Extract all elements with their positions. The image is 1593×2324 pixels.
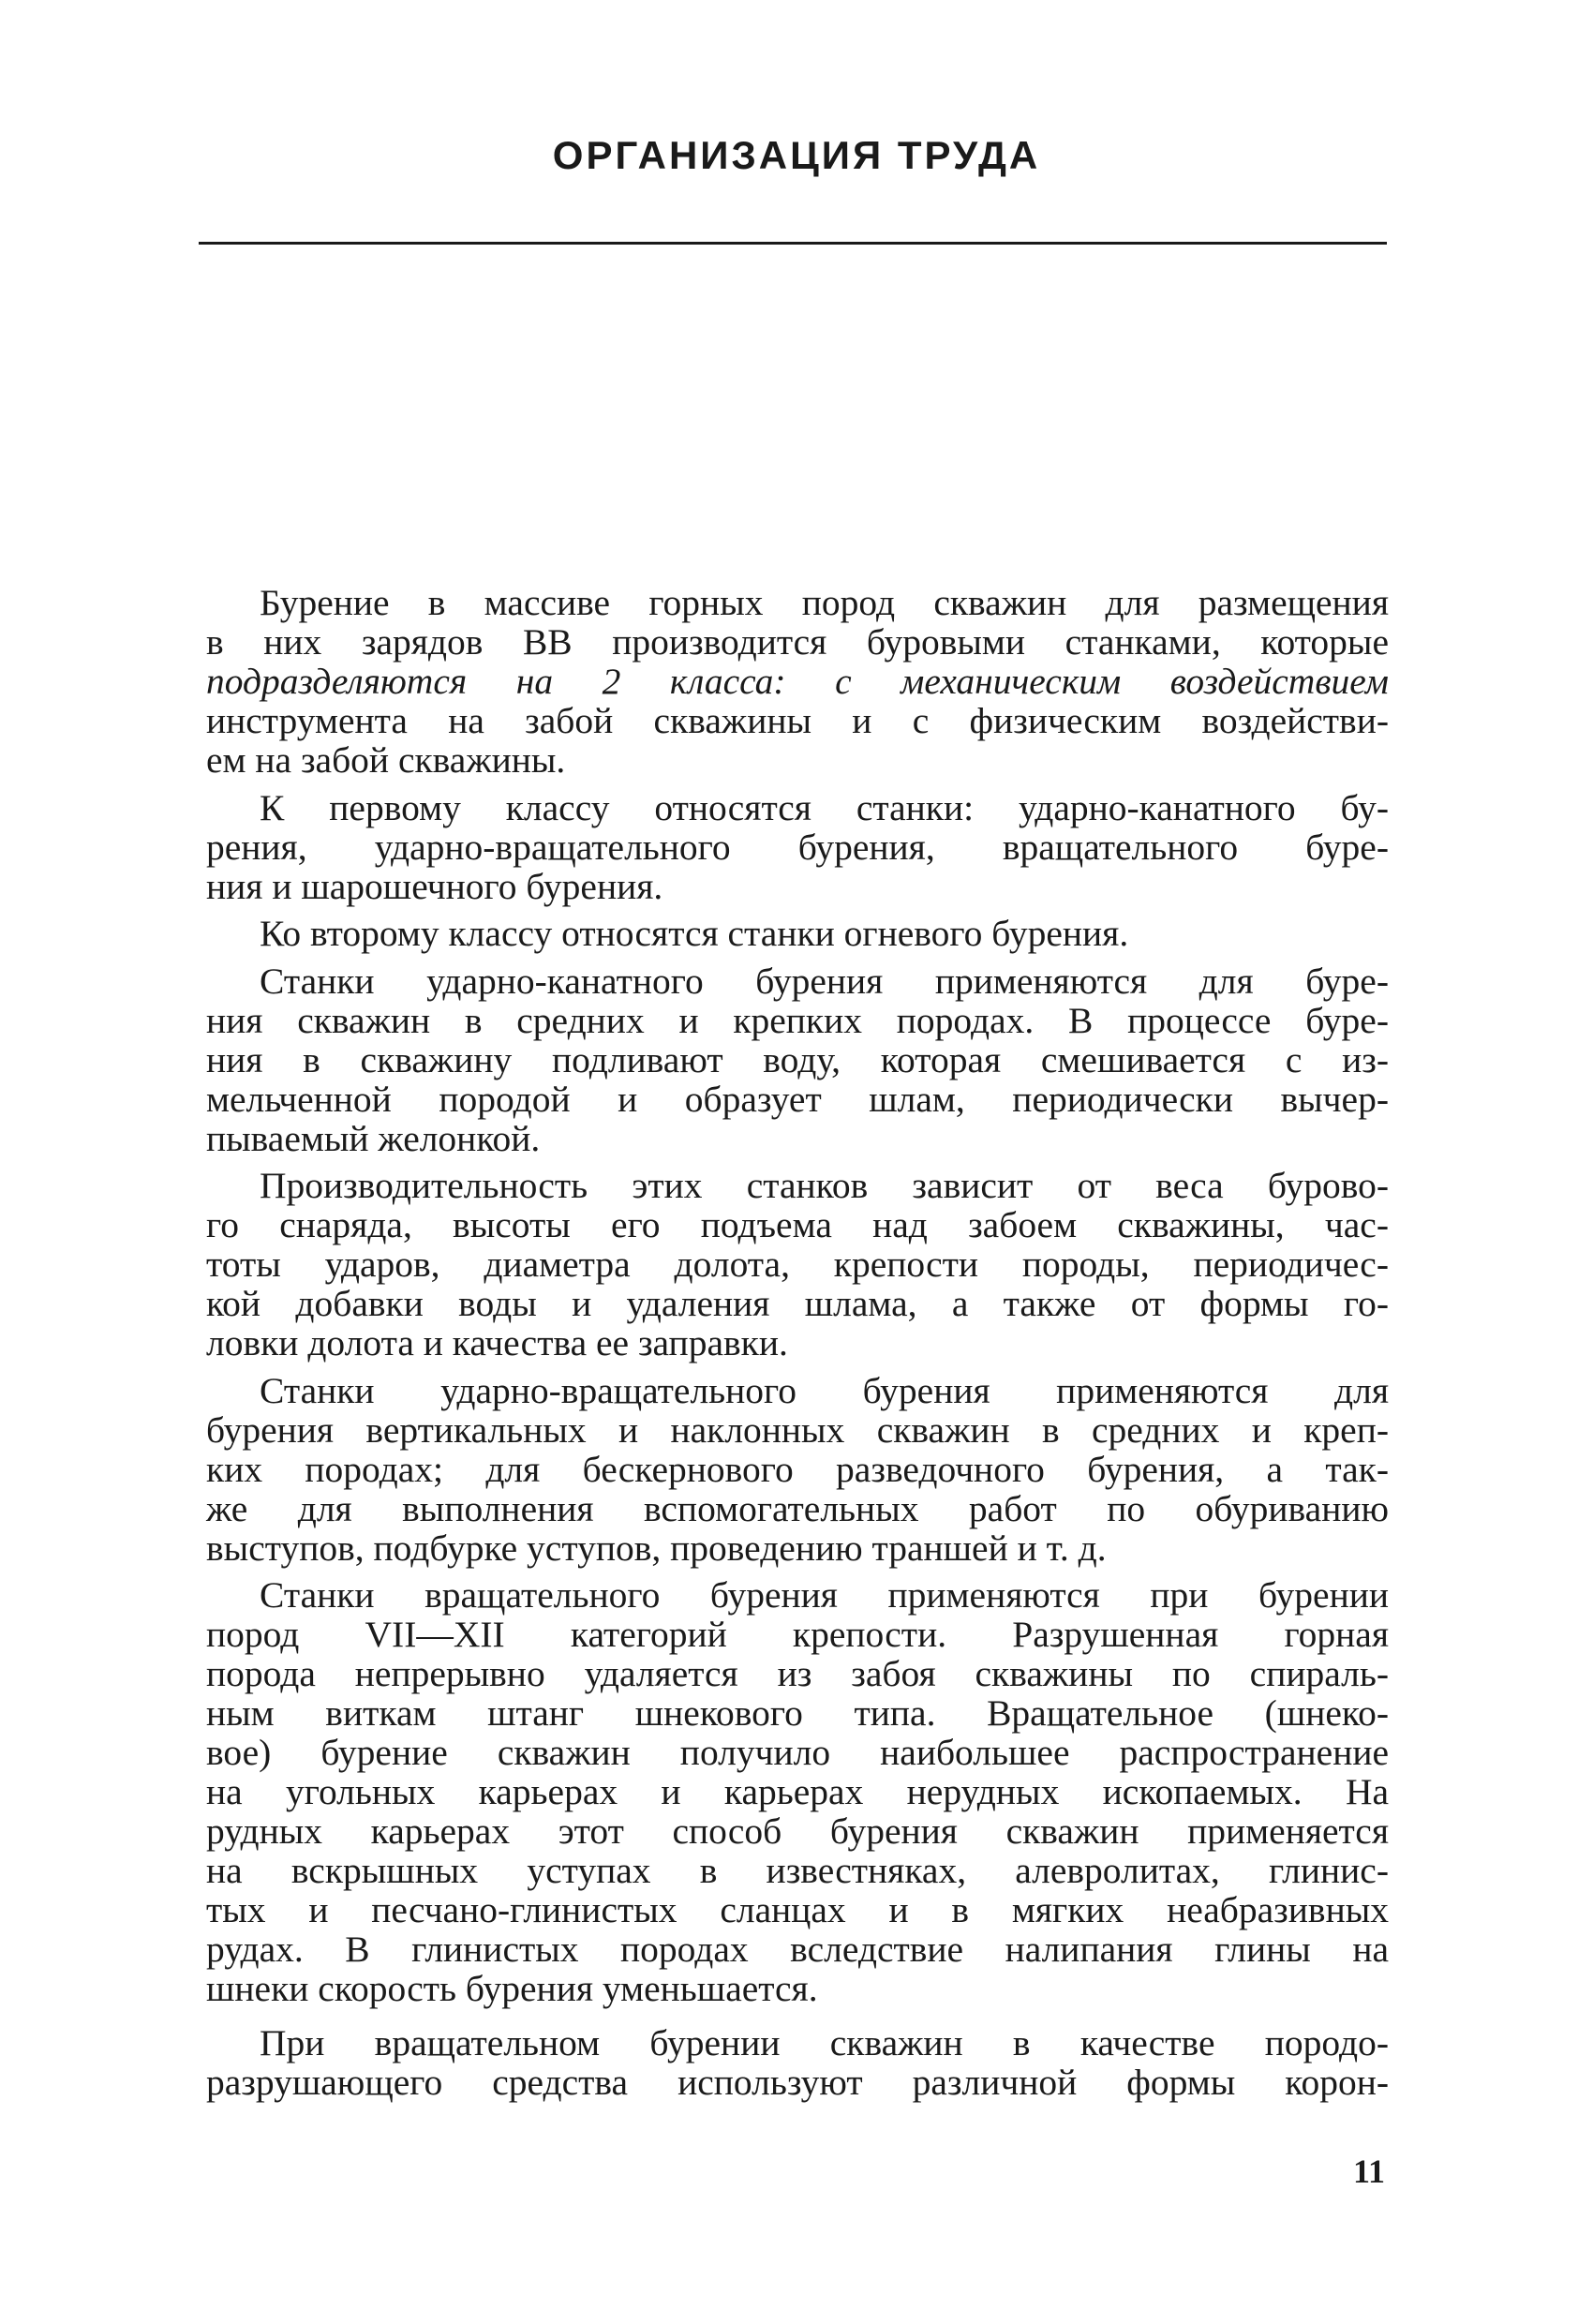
text-line: го снаряда, высоты его подъема над забоем скважины, час- <box>206 1204 1389 1245</box>
text-line: ным виткам штанг шнекового типа. Вращательное (шнеко- <box>206 1692 1389 1734</box>
text-line: Станки вращательного бурения применяются при бурении <box>260 1574 1389 1616</box>
text-line: на угольных карьерах и карьерах нерудных ископаемых. На <box>206 1771 1389 1812</box>
text-line: Станки ударно-вращательного бурения применяются для <box>260 1369 1389 1411</box>
text-line: кой добавки воды и удаления шлама, а также от формы го- <box>206 1283 1389 1324</box>
text-line: пород VII—XII категорий крепости. Разрушенная горная <box>206 1614 1389 1655</box>
text-line: тых и песчано-глинистых сланцах и в мягких неабразивных <box>206 1889 1389 1930</box>
text-line: на вскрышных уступах в известняках, алевролитах, глинис- <box>206 1850 1389 1891</box>
paragraph-1 <box>206 583 1389 780</box>
text-line: мельченной породой и образует шлам, периодически вычер- <box>206 1078 1389 1120</box>
text-line: в них зарядов ВВ производится буровыми станками, которые <box>206 621 1389 663</box>
paragraph-8 <box>206 2023 1389 2102</box>
text-line: вое) бурение скважин получило наибольшее распространение <box>206 1732 1389 1773</box>
page-number: 11 <box>1352 2153 1385 2190</box>
paragraph-5 <box>206 1166 1389 1363</box>
text-line: порода непрерывно удаляется из забоя скважины по спираль- <box>206 1653 1389 1694</box>
text-line: При вращательном бурении скважин в качестве породо- <box>260 2022 1389 2063</box>
text-line: К первому классу относятся станки: ударно-канатного бу- <box>260 786 1389 828</box>
paragraph-7 <box>206 1575 1389 2008</box>
text-line: ния скважин в средних и крепких породах. В процессе буре- <box>206 999 1389 1041</box>
paragraph-2 <box>206 788 1389 906</box>
text-line: Ко второму классу относятся станки огневого бурения. <box>260 913 1129 954</box>
text-line: выступов, подбурке уступов, проведению траншей и т. д. <box>206 1527 1107 1569</box>
text-line: ния в скважину подливают воду, которая смешивается с из- <box>206 1038 1389 1080</box>
text-line: пываемый желонкой. <box>206 1117 541 1159</box>
paragraph-4 <box>206 961 1389 1158</box>
title-divider <box>199 242 1387 245</box>
text-line: ния и шарошечного бурения. <box>206 865 663 907</box>
body-text <box>206 583 1389 2102</box>
text-line-italic: подразделяются на 2 класса: с механическим воздействием <box>206 661 1389 702</box>
text-line: тоты ударов, диаметра долота, крепости породы, периодичес- <box>206 1244 1389 1285</box>
text-line: Бурение в массиве горных пород скважин для размещения <box>260 582 1389 623</box>
paragraph-3 <box>206 914 1389 953</box>
paragraph-6 <box>206 1371 1389 1568</box>
text-line: ких породах; для бескернового разведочного бурения, а так- <box>206 1448 1389 1490</box>
text-line: ем на забой скважины. <box>206 739 566 781</box>
text-line: ловки долота и качества ее заправки. <box>206 1322 788 1363</box>
text-line: рудных карьерах этот способ бурения скважин применяется <box>206 1810 1389 1852</box>
page-title: ОРГАНИЗАЦИЯ ТРУДА <box>552 133 1041 177</box>
text-line: рудах. В глинистых породах вследствие налипания глины на <box>206 1929 1389 1970</box>
text-line: Станки ударно-канатного бурения применяются для буре- <box>260 960 1389 1002</box>
text-line: бурения вертикальных и наклонных скважин в средних и креп- <box>206 1408 1389 1451</box>
text-line: инструмента на забой скважины и с физическим воздействи- <box>206 700 1389 741</box>
text-line: же для выполнения вспомогательных работ по обуриванию <box>206 1487 1389 1529</box>
text-line: разрушающего средства используют различной формы корон- <box>206 2062 1389 2103</box>
text-line: рения, ударно-вращательного бурения, вращательного буре- <box>206 826 1389 868</box>
text-line: шнеки скорость бурения уменьшается. <box>206 1968 818 2009</box>
text-line: Производительность этих станков зависит от веса бурово- <box>260 1165 1389 1206</box>
